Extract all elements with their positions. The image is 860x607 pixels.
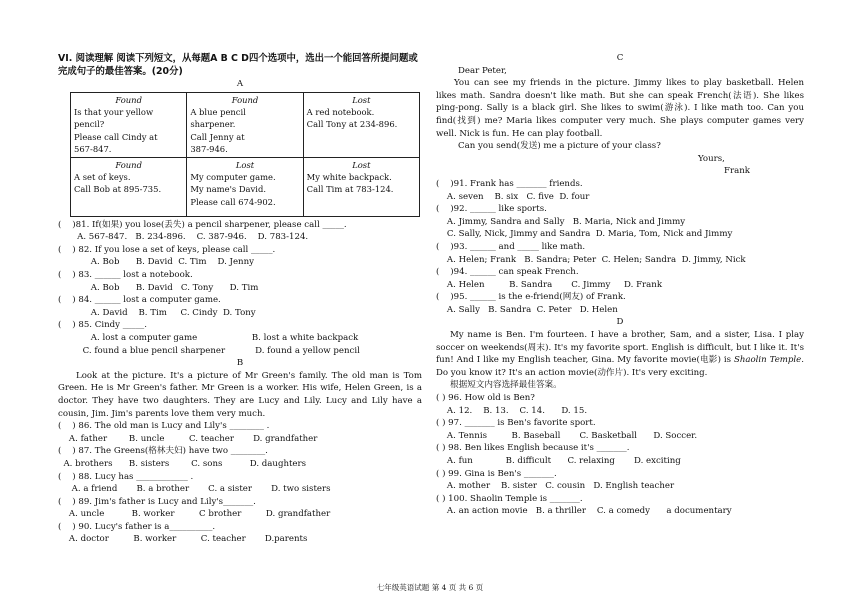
passage-d-label: D	[616, 317, 624, 328]
notice-line: Call Tim at 783-124.	[306, 184, 394, 195]
question-stem: ( )92. ______ like sports.	[436, 204, 547, 215]
question-stem: ( )81. If(如果) you lose(丢失) a pencil sharpener, please call _____.	[58, 219, 347, 230]
questions-a	[58, 219, 422, 358]
question-stem: ( ) 86. The old man is Lucy and Lily's ________ .	[58, 421, 270, 432]
notice-line: A blue pencil	[190, 107, 246, 117]
question-options: A. uncle B. worker C brother D. grandfather	[58, 509, 331, 520]
notice-cell	[71, 157, 187, 216]
notice-line: My computer game.	[190, 172, 276, 183]
question-stem: ( )91. Frank has _______ friends.	[436, 178, 583, 189]
question-options: A. Sally B. Sandra C. Peter D. Helen	[436, 304, 618, 315]
notice-line: Please call 674-902.	[190, 196, 276, 207]
notice-title: Found	[115, 94, 142, 105]
question-stem: ( ) 84. ______ lost a computer game.	[58, 295, 221, 306]
question-options: A. doctor B. worker C. teacher D.parents	[58, 534, 308, 545]
question-stem: ( ) 100. Shaolin Temple is _______.	[436, 493, 583, 504]
movie-title: Shaolin Temple	[733, 355, 802, 366]
notice-cell	[187, 92, 303, 157]
questions-c	[436, 178, 804, 317]
question-options: C. Sally, Nick, Jimmy and Sandra D. Maria, Tom, Nick and Jimmy	[436, 229, 733, 240]
question-stem: ( ) 90. Lucy's father is a__________.	[58, 521, 216, 532]
question-stem: ( ) 87. The Greens(格林夫妇) have two ________.	[58, 446, 268, 457]
question-options: A. Tennis B. Baseball C. Basketball D. Soccer.	[436, 430, 698, 441]
question-options: A. 567-847. B. 234-896. C. 387-946. D. 783-124.	[58, 232, 309, 243]
left-column	[58, 52, 422, 546]
question-options: A. brothers B. sisters C. sons D. daughters	[58, 458, 307, 469]
question-options: A. Bob B. David C. Tim D. Jenny	[58, 257, 254, 268]
question-stem: ( )94. ______ can speak French.	[436, 267, 579, 278]
notice-line: 387-946.	[190, 144, 228, 155]
passage-c-2: Can you send(发送) me a picture of your class?	[458, 141, 661, 152]
notice-line: My white backpack.	[306, 172, 392, 183]
question-stem: ( ) 82. If you lose a set of keys, please call _____.	[58, 244, 276, 255]
notice-title: Lost	[352, 159, 371, 170]
question-stem: ( ) 85. Cindy _____.	[58, 320, 147, 331]
notice-line: Call Jenny at	[190, 131, 245, 142]
notice-title: Found	[231, 94, 259, 105]
section-d-instruction: 根据短文内容选择最佳答案。	[450, 380, 562, 391]
notice-line: A set of keys.	[74, 172, 131, 183]
question-options: A. a friend B. a brother C. a sister D. two sisters	[58, 484, 331, 495]
question-stem: ( ) 88. Lucy has ____________ .	[58, 471, 194, 482]
letter-greeting: Dear Peter,	[458, 65, 507, 76]
right-column	[436, 52, 804, 518]
question-stem: ( ) 83. ______ lost a notebook.	[58, 270, 193, 280]
notice-line: Call Tony at 234-896.	[306, 119, 398, 130]
letter-closing: Yours,	[698, 153, 725, 164]
notice-line: A red notebook.	[306, 107, 375, 117]
notice-line: sharpener.	[190, 119, 236, 130]
question-options: A. seven B. six C. five D. four	[436, 191, 590, 202]
question-options: A. David B. Tim C. Cindy D. Tony	[58, 307, 256, 318]
question-stem: ( ) 99. Gina is Ben's _______.	[436, 468, 557, 479]
question-options: A. Helen B. Sandra C. Jimmy D. Frank	[436, 279, 663, 290]
notice-title: Lost	[352, 94, 371, 105]
notice-cell	[187, 157, 303, 216]
question-options: A. Jimmy, Sandra and Sally B. Maria, Nick and Jimmy	[436, 216, 686, 227]
question-stem: ( ) 96. How old is Ben?	[436, 393, 535, 404]
question-options: A. father B. uncle C. teacher D. grandfather	[58, 433, 318, 444]
question-options: C. found a blue pencil sharpener D. found a yellow pencil	[58, 345, 360, 356]
passage-a-label: A	[236, 79, 244, 89]
notice-title: Found	[115, 159, 142, 170]
notice-title: Lost	[235, 159, 255, 170]
notice-row	[71, 157, 420, 216]
section-heading: VI. 阅读理解 阅读下列短文，从每题A B C D四个选项中，选出一个能回答所提问题或完成句子的最佳答案。(20分)	[58, 53, 418, 77]
questions-d	[436, 392, 804, 518]
notice-line: My name's David.	[190, 184, 266, 195]
questions-b	[58, 420, 422, 546]
passage-b: Look at the picture. It's a picture of Mr Green's family. The old man is Tom Green. He is Mr Green's father. Mr Green is a worker. His wife, Helen Green, is a doctor. They have two daughters. They are Lucy and Lily. Lucy and Lily have a cousin, Jim. Jim's parents love them very much.	[58, 370, 422, 419]
notice-table	[70, 92, 420, 217]
notice-row	[71, 92, 420, 157]
question-stem: ( )95. ______ is the e-friend(网友) of Frank.	[436, 292, 626, 303]
passage-b-label: B	[236, 358, 244, 369]
notice-line: Call Bob at 895-735.	[74, 184, 162, 195]
passage-d: My name is Ben. I'm fourteen. I have a brother, Sam, and a sister, Lisa. I play soccer on weekends(周末). It's my favorite sport. English is difficult, but I like it. It's fun! And I like my English teacher, Gina. My favorite movie(电影) is Shaolin Temple. Do you know it? It's an action movie(动作片). It's very exciting.	[436, 330, 804, 378]
passage-c-label: C	[616, 53, 624, 63]
notice-line: 567-847.	[74, 144, 112, 155]
notice-line: pencil?	[74, 119, 105, 130]
question-options: A. an action movie B. a thriller C. a comedy a documentary	[436, 506, 732, 517]
question-options: A. mother B. sister C. cousin D. English teacher	[436, 481, 675, 492]
question-stem: ( ) 98. Ben likes English because it's _______.	[436, 443, 630, 454]
page-footer: 七年级英语试题 第 4 页 共 6 页	[376, 583, 484, 592]
question-options: A. Bob B. David C. Tony D. Tim	[58, 282, 259, 293]
notice-line: Is that your yellow	[74, 107, 154, 117]
question-options: A. Helen; Frank B. Sandra; Peter C. Helen; Sandra D. Jimmy, Nick	[436, 254, 746, 265]
notice-cell	[303, 92, 419, 157]
question-stem: ( )93. ______ and _____ like math.	[436, 241, 586, 252]
question-options: A. 12. B. 13. C. 14. D. 15.	[436, 405, 588, 416]
notice-cell	[71, 92, 187, 157]
notice-line: Please call Cindy at	[74, 131, 158, 142]
question-options: A. fun B. difficult C. relaxing D. exciting	[436, 456, 681, 466]
question-stem: ( ) 97. _______ is Ben's favorite sport.	[436, 418, 596, 429]
letter-signature: Frank	[724, 166, 750, 177]
notice-cell	[303, 157, 419, 216]
question-options: A. lost a computer game B. lost a white backpack	[58, 332, 359, 343]
question-stem: ( ) 89. Jim's father is Lucy and Lily's_______.	[58, 496, 256, 507]
passage-c: You can see my friends in the picture. Jimmy likes to play basketball. Helen likes math. Sandra doesn't like math. But she can speak French(法语). She likes ping-pong. Sally is a black girl. She likes to swim(游泳). I like math too. Can you find(找到) me? Maria likes computer very much. She plays computer games very well. Nick is fun. He can play football.	[436, 78, 804, 139]
